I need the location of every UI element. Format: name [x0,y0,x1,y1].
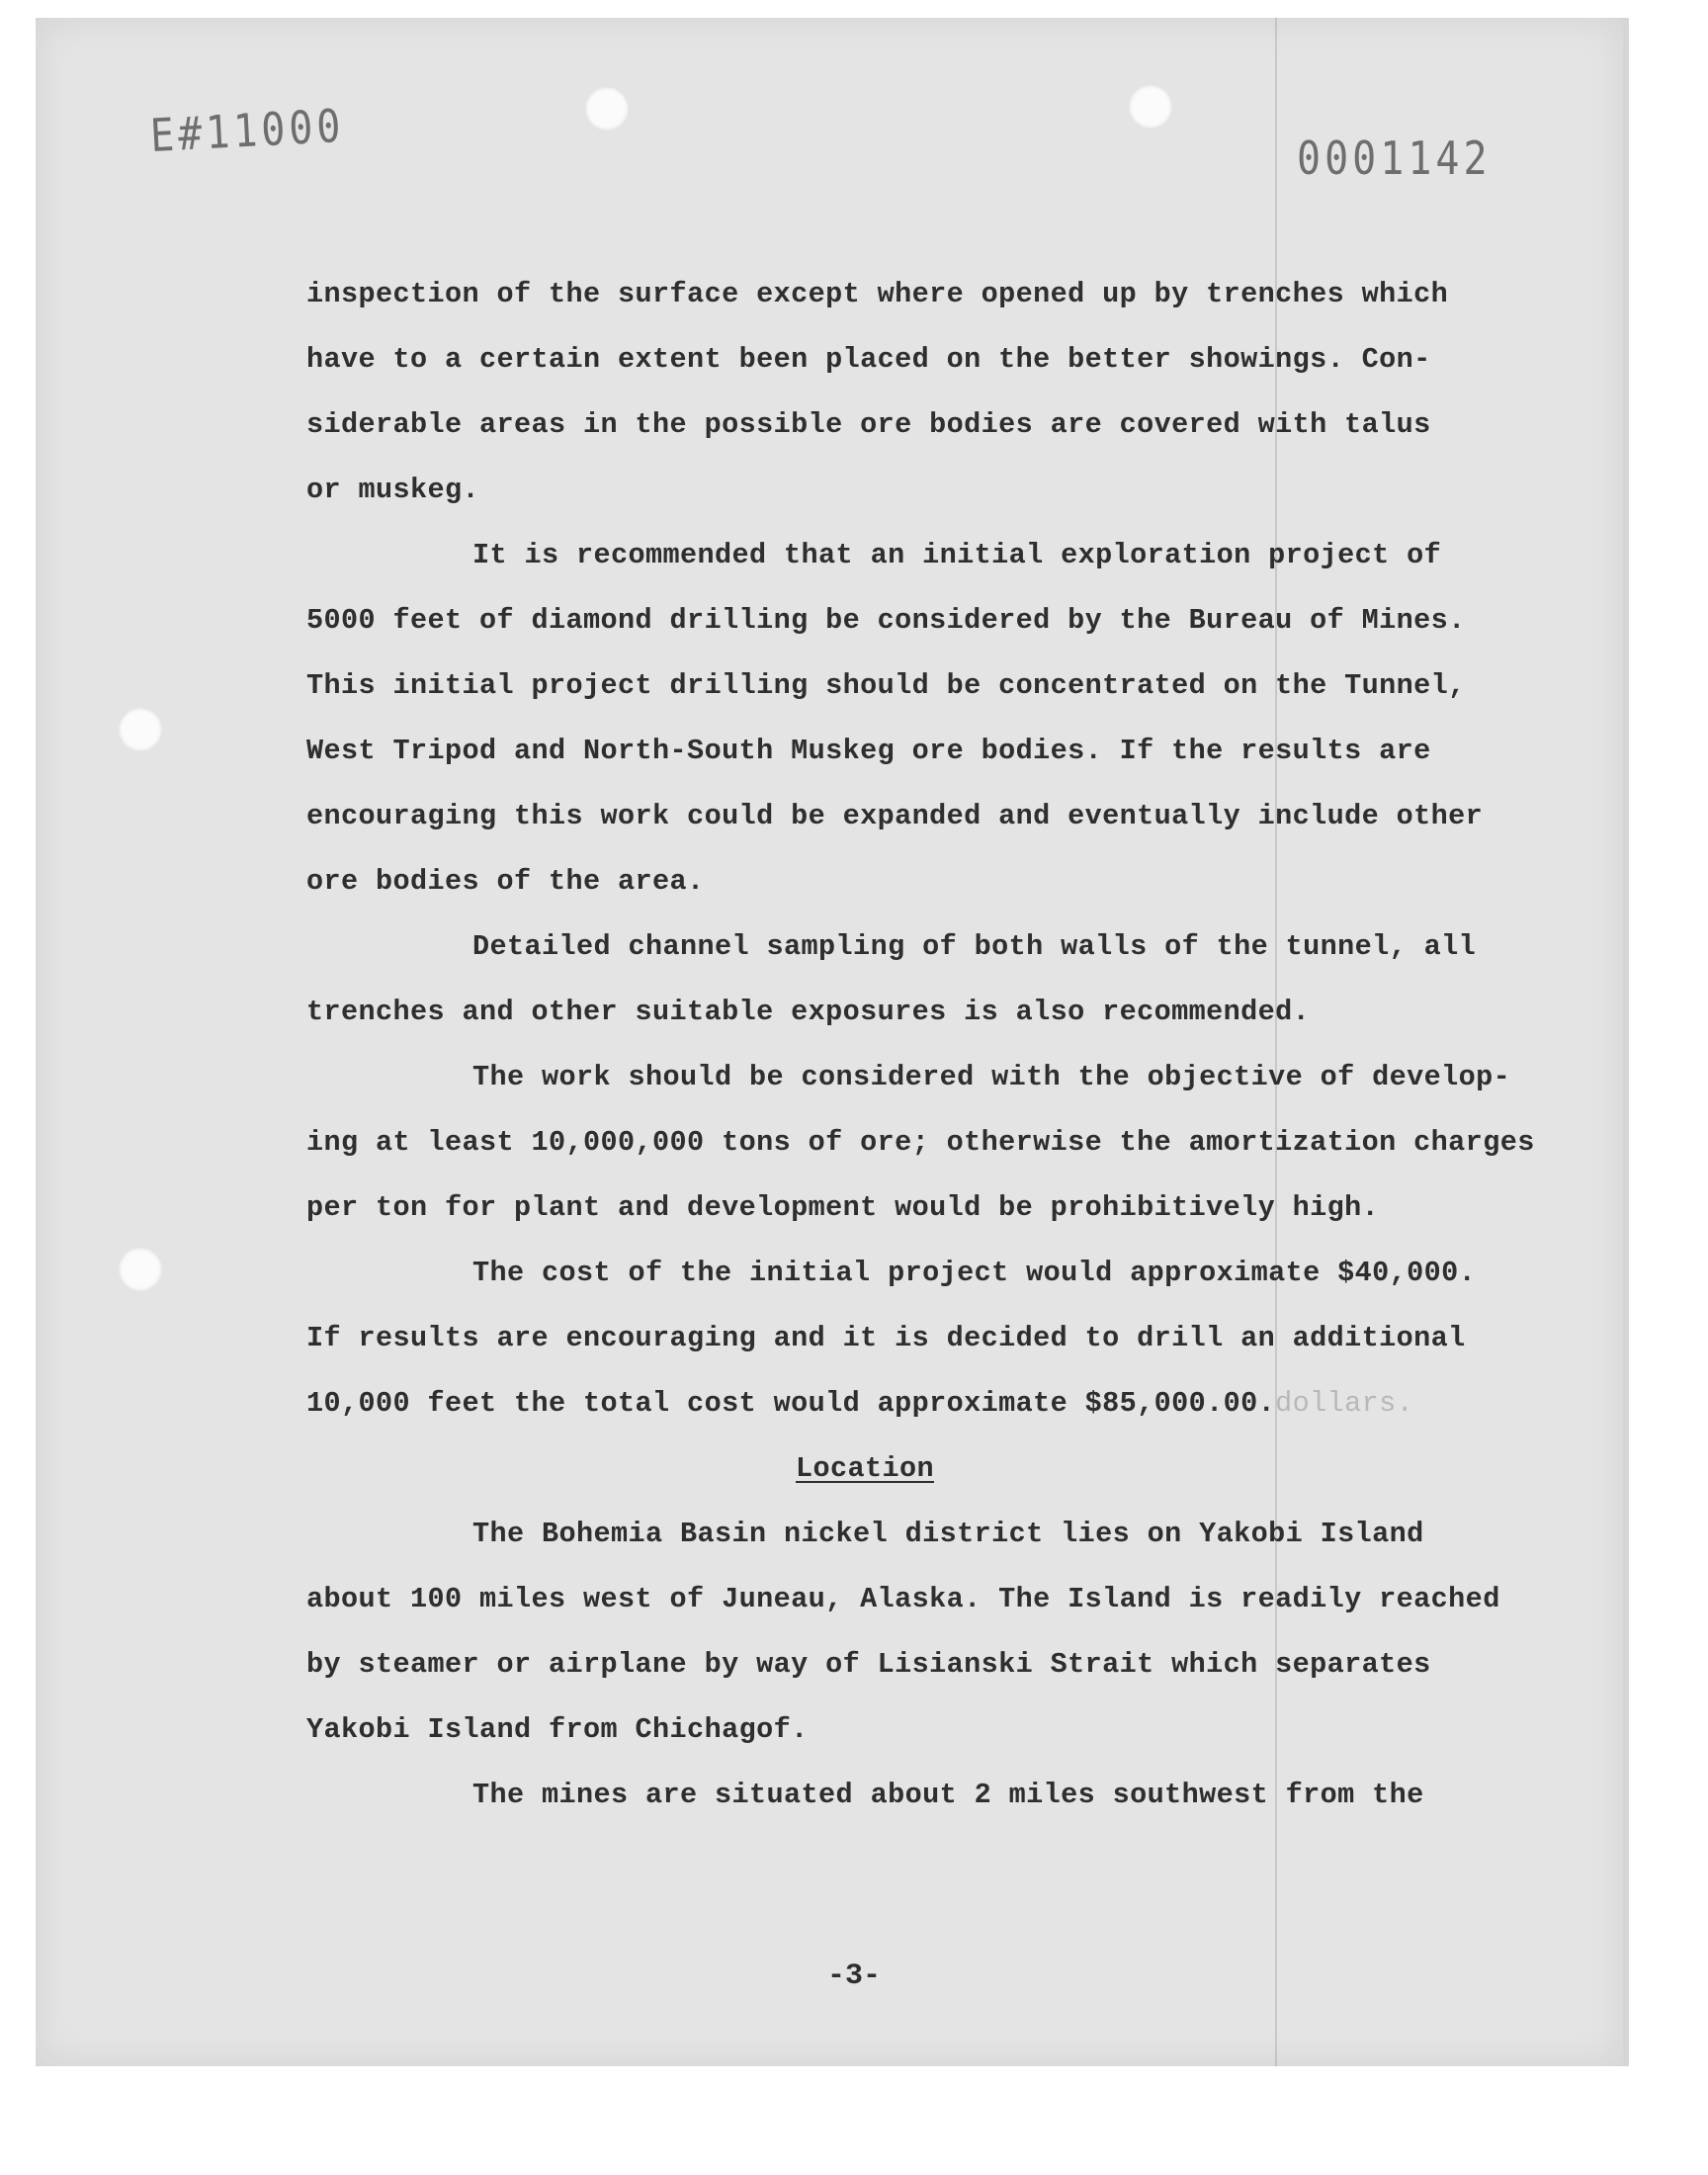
text-line: have to a certain extent been placed on the better showings. Con- [306,343,1431,376]
text-line: about 100 miles west of Juneau, Alaska. The Island is readily reached [306,1583,1500,1615]
stamp-right: 0001142 [1297,132,1492,186]
text-line: The Bohemia Basin nickel district lies on Yakobi Island [472,1518,1424,1550]
text-line: 5000 feet of diamond drilling be considered by the Bureau of Mines. [306,604,1466,637]
text-line: trenches and other suitable exposures is also recommended. [306,996,1311,1028]
text-line: The work should be considered with the objective of develop- [472,1061,1511,1093]
text-line: The mines are situated about 2 miles southwest from the [472,1779,1424,1811]
text-line: siderable areas in the possible ore bodies are covered with talus [306,408,1431,441]
punch-hole-side-upper [119,708,162,751]
text-line: Yakobi Island from Chichagof. [306,1713,809,1746]
text-line: It is recommended that an initial exploration project of [472,539,1442,571]
punch-hole-top-right [1129,85,1172,129]
text-line: If results are encouraging and it is decided to drill an additional [306,1322,1466,1354]
text-line: West Tripod and North-South Muskeg ore bodies. If the results are [306,735,1431,767]
text-line-with-strikeout [306,1371,1483,1436]
text-line: by steamer or airplane by way of Lisianski Strait which separates [306,1648,1431,1681]
text-line-main: 10,000 feet the total cost would approximate $85,000.00. [306,1387,1276,1420]
text-line: ore bodies of the area. [306,865,705,898]
punch-hole-top-left [585,87,629,130]
punch-hole-side-lower [119,1248,162,1291]
text-line: per ton for plant and development would be prohibitively high. [306,1191,1380,1224]
page-number: -3- [826,1959,881,1993]
text-line: ing at least 10,000,000 tons of ore; otherwise the amortization charges [306,1126,1535,1159]
stamp-left: E#11000 [148,100,346,163]
erased-word: dollars. [1275,1387,1414,1420]
text-line: or muskeg. [306,474,480,506]
text-line: This initial project drilling should be concentrated on the Tunnel, [306,669,1466,702]
text-line: Detailed channel sampling of both walls of the tunnel, all [472,930,1477,963]
page-edge [1623,18,1629,2066]
section-heading-line [306,1436,1423,1502]
section-heading: Location [795,1452,935,1485]
text-line: encouraging this work could be expanded and eventually include other [306,800,1484,832]
text-line: The cost of the initial project would approximate $40,000. [472,1257,1477,1289]
text-line: inspection of the surface except where opened up by trenches which [306,278,1449,310]
document-body [306,262,1535,1828]
